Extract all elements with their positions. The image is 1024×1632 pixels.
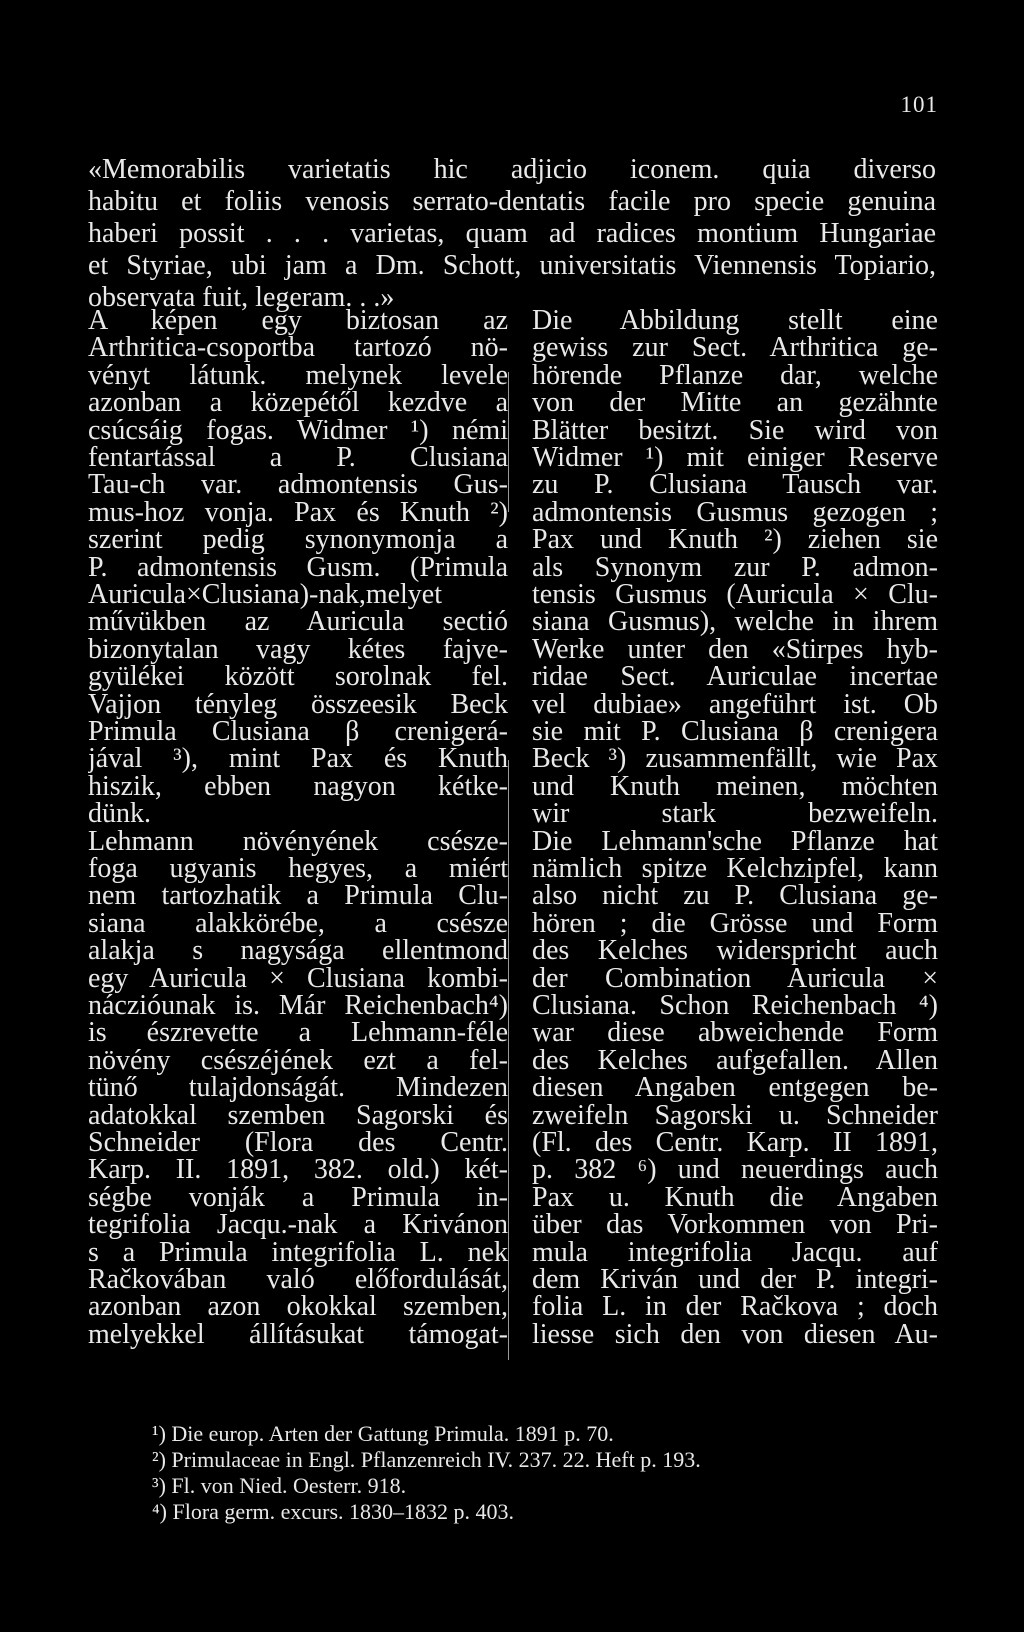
german-line: siana Gusmus), welche in ihrem xyxy=(532,606,938,638)
german-line: war diese abweichende Form xyxy=(532,1017,938,1049)
german-line: diesen Angaben entgegen be- xyxy=(532,1072,938,1104)
german-line: Beck ³) zusammenfällt, wie Pax xyxy=(532,743,938,775)
intro-line: habitu et foliis venosis serrato-dentatis facile pro specie genuina xyxy=(88,186,936,217)
column-rule-bottom xyxy=(508,760,509,1360)
hungarian-line: náczióunak is. Már Reichenbach⁴) xyxy=(88,990,508,1021)
german-line: hörende Pflanze dar, welche xyxy=(532,359,938,391)
hungarian-line: növény csészéjének ezt a fel- xyxy=(88,1044,508,1076)
german-line: also nicht zu P. Clusiana ge- xyxy=(532,880,938,912)
hungarian-line: művükben az Auricula sectió xyxy=(88,606,508,638)
german-line: vel dubiae» angeführt ist. Ob xyxy=(532,688,938,720)
hungarian-line: tegrifolia Jacqu.-nak a Krivánon xyxy=(88,1209,508,1241)
german-line: hören ; die Grösse und Form xyxy=(532,907,938,939)
hungarian-line: Vajjon tényleg összeesik Beck xyxy=(88,688,508,720)
hungarian-line: egy Auricula × Clusiana kombi- xyxy=(88,962,508,994)
hungarian-line: hiszik, ebben nagyon kétke- xyxy=(88,770,508,802)
hungarian-line: szerint pedig synonymonja a xyxy=(88,524,508,556)
hungarian-line: jával ³), mint Pax és Knuth xyxy=(88,743,508,775)
hungarian-line: melyekkel állításukat támogat- xyxy=(88,1318,508,1350)
hungarian-line: siana alakkörébe, a csésze xyxy=(88,907,508,939)
german-line: Blätter besitzt. Sie wird von xyxy=(532,414,938,446)
hungarian-line: nem tartozhatik a Primula Clu- xyxy=(88,880,508,912)
hungarian-line: Račkovában való előfordulását, xyxy=(88,1264,508,1295)
german-line: zu P. Clusiana Tausch var. xyxy=(532,469,938,501)
german-line: von der Mitte an gezähnte xyxy=(532,387,938,419)
german-line: mula integrifolia Jacqu. auf xyxy=(532,1236,938,1268)
intro-line: «Memorabilis varietatis hic adjicio iconem. quia diverso xyxy=(88,154,936,185)
german-line: liesse sich den von diesen Au- xyxy=(532,1318,938,1350)
hungarian-line: Karp. II. 1891, 382. old.) két- xyxy=(88,1154,508,1186)
german-line: und Knuth meinen, möchten xyxy=(532,770,938,802)
hungarian-line: adatokkal szemben Sagorski és xyxy=(88,1099,508,1131)
german-line: folia L. in der Račkova ; doch xyxy=(532,1291,938,1323)
german-line: Pax u. Knuth die Angaben xyxy=(532,1181,938,1213)
hungarian-line: mus-hoz vonja. Pax és Knuth ²) xyxy=(88,496,508,528)
german-line: tensis Gusmus (Auricula × Clu- xyxy=(532,579,938,610)
german-line: admontensis Gusmus gezogen ; xyxy=(532,496,938,528)
page-number: 101 xyxy=(900,92,938,117)
footnote-item: ¹) Die europ. Arten der Gattung Primula. 1891 p. 70. xyxy=(152,1421,614,1446)
german-line: Die Abbildung stellt eine xyxy=(532,305,938,336)
intro-line: haberi possit . . . varietas, quam ad radices montium Hungariae xyxy=(88,218,936,249)
german-line: zweifeln Sagorski u. Schneider xyxy=(532,1099,938,1131)
german-line: ridae Sect. Auriculae incertae xyxy=(532,661,938,693)
german-line: gewiss zur Sect. Arthritica ge- xyxy=(532,332,938,364)
intro-line: et Styriae, ubi jam a Dm. Schott, universitatis Viennensis Topiario, xyxy=(88,250,936,281)
intro-line: observata fuit, legeram. . .» xyxy=(88,282,395,313)
hungarian-line: gyülékei között sorolnak fel. xyxy=(88,661,508,693)
german-line: des Kelches aufgefallen. Allen xyxy=(532,1044,938,1076)
hungarian-line: tünő tulajdonságát. Mindezen xyxy=(88,1072,508,1104)
german-line: dem Kriván und der P. integri- xyxy=(532,1264,938,1295)
german-line: nämlich spitze Kelchzipfel, kann xyxy=(532,853,938,884)
german-line: über das Vorkommen von Pri- xyxy=(532,1209,938,1241)
hungarian-line: alakja s nagysága ellentmond xyxy=(88,935,508,967)
german-line: p. 382 ⁶) und neuerdings auch xyxy=(532,1154,938,1186)
hungarian-line: vényt látunk. melynek levele xyxy=(88,359,508,391)
hungarian-line: dünk. xyxy=(88,798,151,830)
german-line: Widmer ¹) mit einiger Reserve xyxy=(532,442,938,473)
hungarian-line: Lehmann növényének csésze- xyxy=(88,825,508,857)
hungarian-line: Arthritica-csoportba tartozó nö- xyxy=(88,332,508,364)
german-line: der Combination Auricula × xyxy=(532,962,938,994)
hungarian-line: Auricula×Clusiana)-nak,melyet xyxy=(88,579,443,610)
footnote-item: ³) Fl. von Nied. Oesterr. 918. xyxy=(152,1473,407,1498)
hungarian-line: azonban azon okokkal szemben, xyxy=(88,1291,508,1323)
hungarian-line: csúcsáig fogas. Widmer ¹) némi xyxy=(88,414,508,446)
german-line: als Synonym zur P. admon- xyxy=(532,551,938,583)
hungarian-line: foga ugyanis hegyes, a miért xyxy=(88,853,508,884)
hungarian-line: fentartással a P. Clusiana xyxy=(88,442,508,473)
german-line: Pax und Knuth ²) ziehen sie xyxy=(532,524,938,556)
hungarian-line: s a Primula integrifolia L. nek xyxy=(88,1236,508,1268)
german-line: (Fl. des Centr. Karp. II 1891, xyxy=(532,1127,938,1158)
hungarian-line: P. admontensis Gusm. (Primula xyxy=(88,551,508,583)
german-line: sie mit P. Clusiana β crenigera xyxy=(532,716,938,747)
hungarian-line: Tau-ch var. admontensis Gus- xyxy=(88,469,508,501)
column-rule-top xyxy=(508,372,509,512)
german-line: des Kelches widerspricht auch xyxy=(532,935,938,967)
hungarian-line: Schneider (Flora des Centr. xyxy=(88,1127,508,1158)
footnote-item: ⁴) Flora germ. excurs. 1830–1832 p. 403. xyxy=(152,1499,515,1524)
hungarian-line: azonban a közepétől kezdve a xyxy=(88,387,508,419)
footnote-item: ²) Primulaceae in Engl. Pflanzenreich IV. 237. 22. Heft p. 193. xyxy=(152,1447,701,1472)
hungarian-line: A képen egy biztosan az xyxy=(88,305,508,336)
german-line: Die Lehmann'sche Pflanze hat xyxy=(532,825,938,857)
hungarian-line: ségbe vonják a Primula in- xyxy=(88,1181,508,1213)
hungarian-line: bizonytalan vagy kétes fajve- xyxy=(88,633,508,665)
hungarian-line: is észrevette a Lehmann-féle xyxy=(88,1017,508,1049)
german-line: Werke unter den «Stirpes hyb- xyxy=(532,633,938,665)
german-line: Clusiana. Schon Reichenbach ⁴) xyxy=(532,990,938,1021)
german-line: wir stark bezweifeln. xyxy=(532,798,938,830)
hungarian-line: Primula Clusiana β crenigerá- xyxy=(88,716,508,747)
